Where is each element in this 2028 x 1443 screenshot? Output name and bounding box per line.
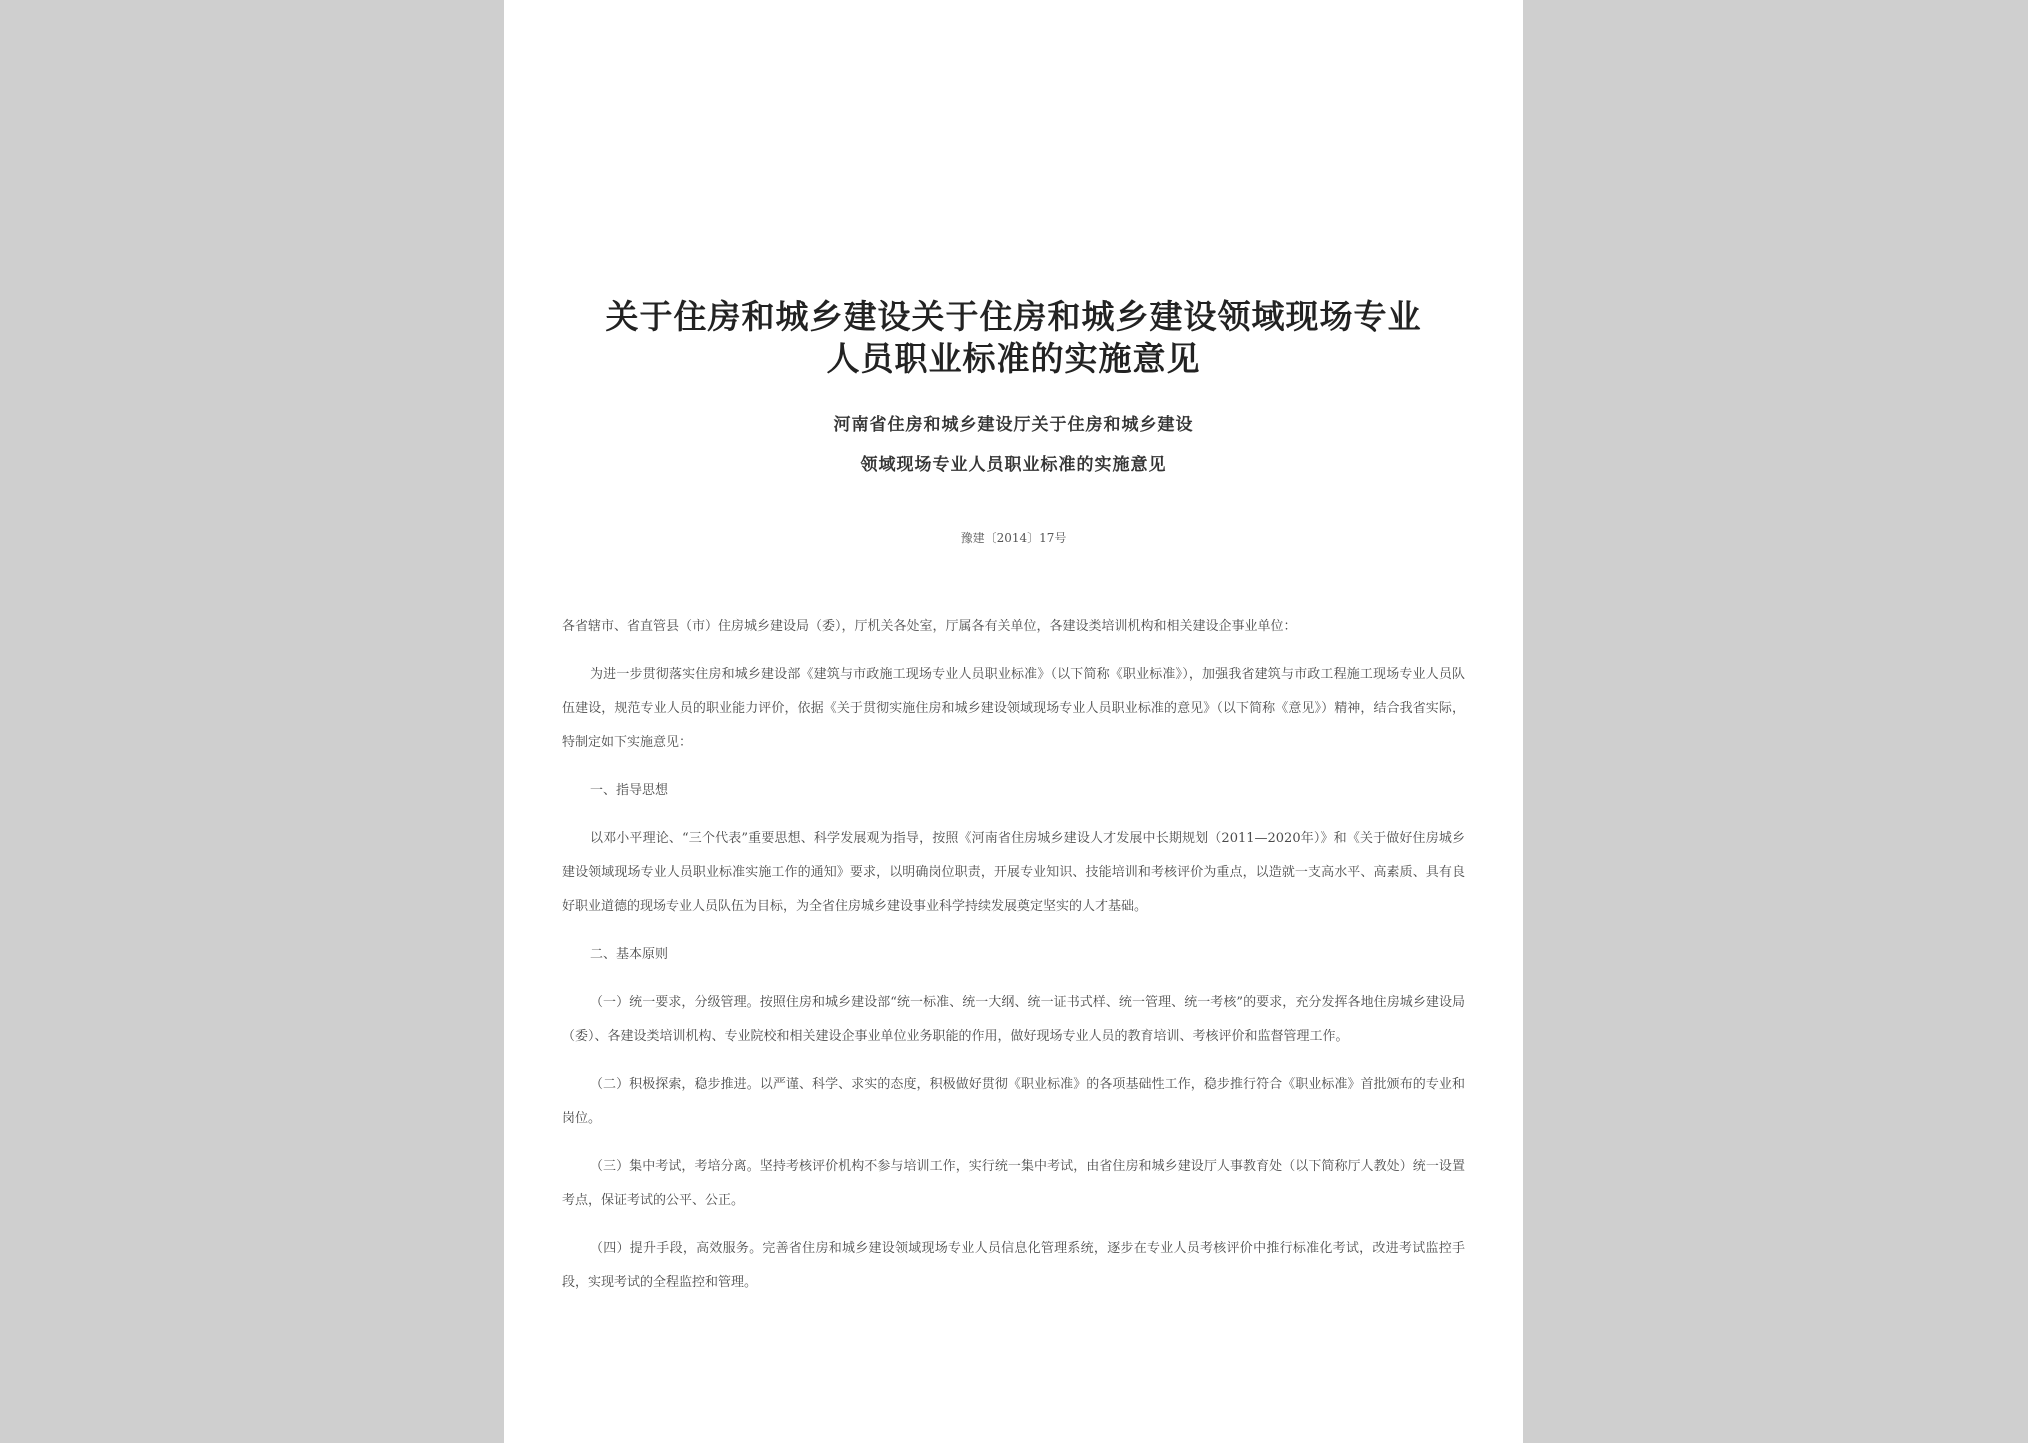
section-heading: 二、基本原则 (590, 947, 669, 962)
body-paragraph: （一）统一要求，分级管理。按照住房和城乡建设部“统一标准、统一大纲、统一证书式样、统一管理、统一考核”的要求，充分发挥各地住房城乡建设局（委）、各建设类培训机构、专业院校和相关建设企事业单位业务职能的作用，做好现场专业人员的教育培训、考核评价和监督管理工作。 (562, 995, 1465, 1044)
body-paragraph: （四）提升手段，高效服务。完善省住房和城乡建设领域现场专业人员信息化管理系统，逐步在专业人员考核评价中推行标准化考试，改进考试监控手段，实现考试的全程监控和管理。 (562, 1241, 1465, 1290)
body-paragraph: 以邓小平理论、“三个代表”重要思想、科学发展观为指导，按照《河南省住房城乡建设人才发展中长期规划（2011—2020年）》和《关于做好住房城乡建设领域现场专业人员职业标准实施工作的通知》要求，以明确岗位职责，开展专业知识、技能培训和考核评价为重点，以造就一支高水平、高素质、具有良好职业道德的现场专业人员队伍为目标，为全省住房城乡建设事业科学持续发展奠定坚实的人才基础。 (562, 831, 1465, 914)
document-body (562, 610, 1465, 1300)
section-heading: 一、指导思想 (590, 783, 669, 798)
document-page (504, 0, 1523, 1443)
body-paragraph: （二）积极探索，稳步推进。以严谨、科学、求实的态度，积极做好贯彻《职业标准》的各项基础性工作，稳步推行符合《职业标准》首批颁布的专业和岗位。 (562, 1077, 1465, 1126)
subtitle-line-2: 领域现场专业人员职业标准的实施意见 (860, 455, 1167, 475)
body-paragraph: 为进一步贯彻落实住房和城乡建设部《建筑与市政施工现场专业人员职业标准》（以下简称《职业标准》），加强我省建筑与市政工程施工现场专业人员队伍建设，规范专业人员的职业能力评价，依据《关于贯彻实施住房和城乡建设领域现场专业人员职业标准的意见》（以下简称《意见》）精神，结合我省实际，特制定如下实施意见： (562, 667, 1465, 750)
document-title (562, 296, 1465, 380)
title-line-2: 人员职业标准的实施意见 (826, 339, 1201, 378)
body-paragraph: （三）集中考试，考培分离。坚持考核评价机构不参与培训工作，实行统一集中考试，由省住房和城乡建设厅人事教育处（以下简称厅人教处）统一设置考点，保证考试的公平、公正。 (562, 1159, 1465, 1208)
document-number: 豫建〔2014〕17号 (960, 531, 1067, 545)
subtitle-line-1: 河南省住房和城乡建设厅关于住房和城乡建设 (833, 415, 1194, 435)
title-line-1: 关于住房和城乡建设关于住房和城乡建设领域现场专业 (605, 297, 1422, 336)
addressee-paragraph: 各省辖市、省直管县（市）住房城乡建设局（委），厅机关各处室，厅属各有关单位，各建设类培训机构和相关建设企事业单位： (562, 619, 1297, 634)
